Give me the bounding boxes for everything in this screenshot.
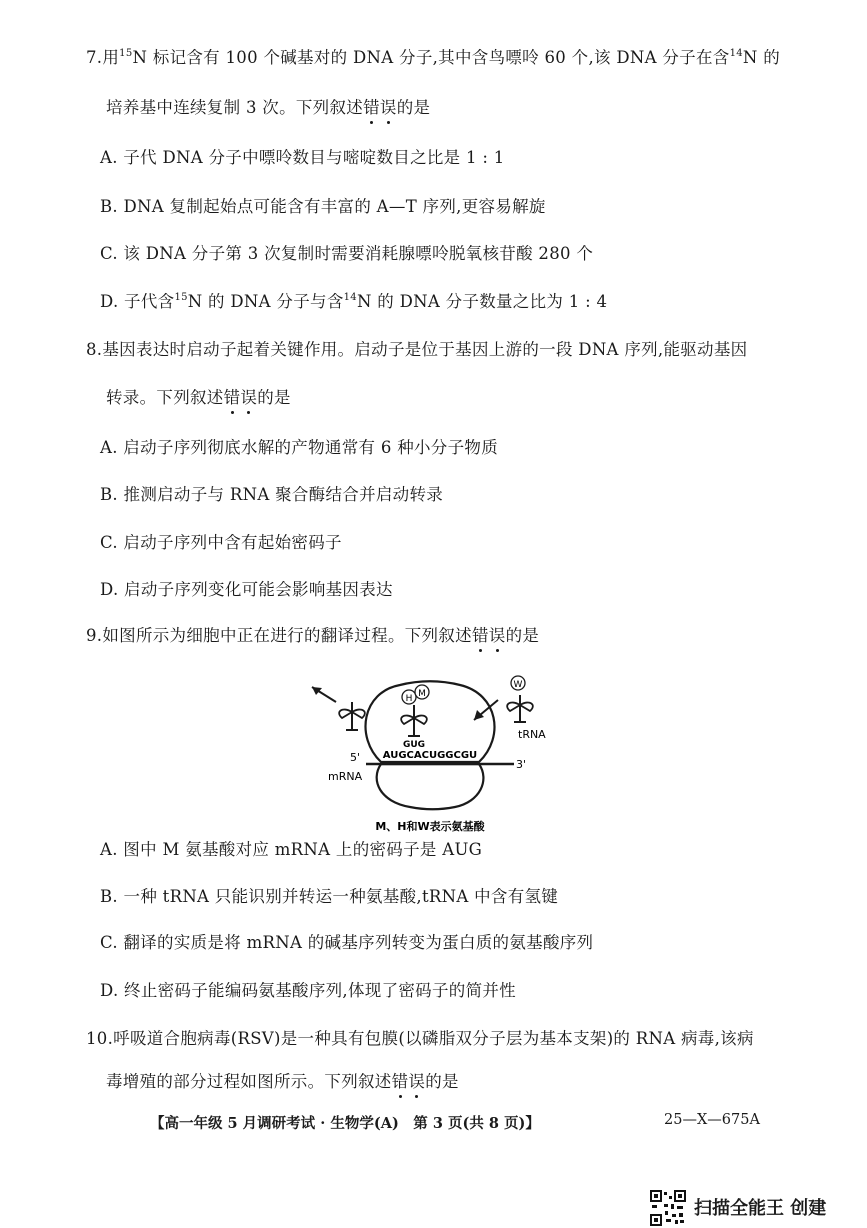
q8-stem-line2: 转录。下列叙述错误的是 [106,388,291,407]
five-prime-label: 5' [349,751,360,764]
q9-option-b: B. 一种 tRNA 只能识别并转运一种氨基酸,tRNA 中含有氢键 [100,887,559,906]
q9-option-c: C. 翻译的实质是将 mRNA 的碱基序列转变为蛋白质的氨基酸序列 [100,933,594,952]
q10-stem-line2: 毒增殖的部分过程如图所示。下列叙述错误的是 [106,1072,459,1091]
amino-acid-m-label: M [418,689,426,699]
q8-option-d: D. 启动子序列变化可能会影响基因表达 [100,580,393,599]
q7-option-b: B. DNA 复制起始点可能含有丰富的 A—T 序列,更容易解旋 [100,197,546,216]
trna-in-ribosome [401,705,427,736]
paper-code: 25—X—675A [664,1112,760,1128]
q7-stem-line2: 培养基中连续复制 3 次。下列叙述错误的是 [106,98,431,117]
q7-stem-line1: 7.用$^{15}$N 标记含有 100 个碱基对的 DNA 分子,其中含鸟嘌呤 60 个,该 DNA 分子在含$^{14}$N 的 [86,48,780,67]
trna-leaving [339,702,365,730]
codon-sequence: AUGCACUGGCGU [382,750,478,761]
q8-option-b: B. 推测启动子与 RNA 聚合酶结合并启动转录 [100,485,444,504]
anticodon-label: GUG [402,740,426,750]
q7-option-a: A. 子代 DNA 分子中嘌呤数目与嘧啶数目之比是 1 : 1 [100,148,505,167]
ribosome-small-subunit [377,764,484,809]
q9-option-a: A. 图中 M 氨基酸对应 mRNA 上的密码子是 AUG [100,840,483,859]
trna-label: tRNA [518,728,546,741]
entry-arrow-head-icon [474,710,484,720]
amino-acid-w-label: W [513,680,523,690]
scanner-watermark: 扫描全能王 创建 [694,1198,827,1219]
translation-diagram [300,672,560,836]
q8-option-c: C. 启动子序列中含有起始密码子 [100,533,342,552]
q7-option-c: C. 该 DNA 分子第 3 次复制时需要消耗腺嘌呤脱氧核苷酸 280 个 [100,244,594,263]
q10-stem-line1: 10.呼吸道合胞病毒(RSV)是一种具有包膜(以磷脂双分子层为基本支架)的 RNA 病毒,该病 [86,1029,754,1048]
q7-option-d: D. 子代含$^{15}$N 的 DNA 分子与含$^{14}$N 的 DNA 分子数量之比为 1 : 4 [100,292,608,311]
amino-acid-h-label: H [405,694,413,704]
trna-incoming [507,695,533,722]
exit-arrow-head-icon [312,687,322,695]
page-footer: 【高一年级 5 月调研考试 · 生物学(A) 第 3 页(共 8 页)】 [150,1115,540,1132]
q8-stem-line1: 8.基因表达时启动子起着关键作用。启动子是位于基因上游的一段 DNA 序列,能驱动基因 [86,340,748,359]
q9-option-d: D. 终止密码子能编码氨基酸序列,体现了密码子的简并性 [100,981,516,1000]
q8-option-a: A. 启动子序列彻底水解的产物通常有 6 种小分子物质 [100,438,498,457]
q9-stem: 9.如图所示为细胞中正在进行的翻译过程。下列叙述错误的是 [86,626,540,645]
diagram-caption: M、H和W表示氨基酸 [375,820,485,833]
qr-code-icon [650,1190,686,1226]
three-prime-label: 3' [516,758,527,771]
mrna-label: mRNA [328,770,363,783]
